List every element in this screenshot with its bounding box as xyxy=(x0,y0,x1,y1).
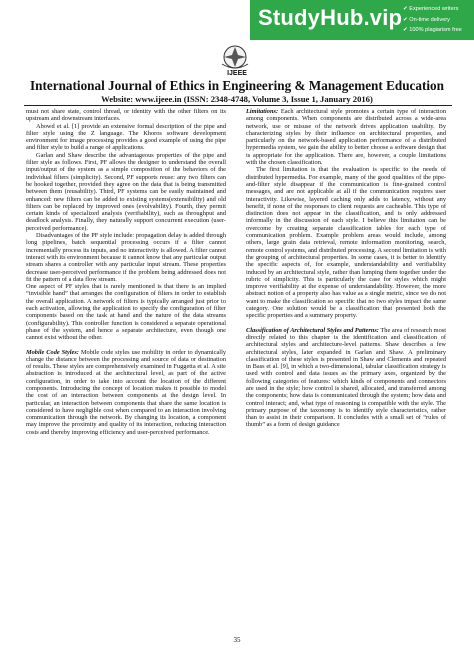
paragraph-text: The first limitation is that the evaluation is specific to the needs of distributed hypermedia. For example, many of the good qualities of the pipe-and-filter style disappear if the communication is fine-grained control messages, and are not applicable at all if the communication requires user interactivity. Likewise, layered caching only adds to latency, without any benefit, if none of the responses to client requests are cacheable. This type of distinction does not appear in the classification, and is only addressed informally in the discussion of each style. I believe this limitation can be overcome by creating separate classification tables for each type of communication problem. Example problem areas would include, among others, large grain data retrieval, remote information monitoring, search, remote control systems, and distributed processing. A second limitation is with the grouping of architectural properties. In some cases, it is better to identify the specific aspects of, for example, understandability and verifiability induced by an architectural style, rather than lumping them together under the rubric of simplicity. This is particularly the case for styles which might improve verifiability at the expense of understandability. However, the more abstract notion of a property also has value as a single metric, since we do not want to make the classification so specific that no two styles impact the same category. One solution would be a classification that presented both the specific properties and a summary property. xyxy=(246,166,446,320)
paragraph xyxy=(26,232,226,283)
section-lead: Mobile Code Styles: xyxy=(26,348,79,356)
banner-feature: ✔ Experienced writers xyxy=(403,6,459,12)
paragraph xyxy=(26,108,226,123)
journal-emblem-icon xyxy=(218,42,252,72)
paragraph xyxy=(246,166,446,319)
header-rule xyxy=(24,105,452,106)
banner-feature: ✔ On-time delivery xyxy=(403,16,450,23)
paragraph-text: Garlan and Shaw describe the advantageous properties of the pipe and filter style as follows. First, PF allows the designer to understand the overall input/output of the system as a simple composition of the behaviors of the individual filters (simplicity). Second, PF supports reuse: any two filters can be hooked together, provided they agree on the data that is being transmitted between them (reusability). Third, PF systems can be easily maintained and enhanced: new filters can be added to existing systems(extensibility) and old filters can be replaced by improved ones (evolvability). Fourth, they permit certain kinds of specialized analysis (verifiability), such as throughput and deadlock analysis. Finally, they naturally support concurrent execution (user-perceived performance). xyxy=(26,151,226,232)
banner-logo[interactable]: StudyHub.vip xyxy=(258,5,403,30)
section-lead: Limitations: xyxy=(246,108,279,115)
page-number: 35 xyxy=(233,636,241,644)
paragraph xyxy=(26,152,226,232)
paragraph-text: Abowd et al. [1] provide an extensive formal description of the pipe and filter style using the Z language. The Khoros software development environment for image processing provides a good example of using the pipe and filter style to build a range of applications. xyxy=(26,122,226,152)
studyhub-banner[interactable] xyxy=(250,0,474,40)
section-lead: Classification of Architectural Styles and Patterns: xyxy=(246,326,379,334)
paragraph xyxy=(246,108,446,166)
paragraph-text: The area of research most directly related to this chapter is the identification and classification of architectural styles and architecture-level patterns. Shaw describes a few architectural styles, later expanded in Garlan and Shaw. A preliminary classification of these styles is presented in Shaw and Clements and repeated in Bass et al. [9], in which a two-dimensional, tabular classification strategy is used with control and data issues as the primary axes, organized by the following categories of features: which kinds of components and connectors are used in the style; how control is shared, allocated, and transferred among the components; how data is communicated through the system; how data and control interact; and, what type of reasoning is compatible with the style. The primary purpose of the taxonomy is to identify style characteristics, rather than to assist in their comparison. It concludes with a small set of “rules of thumb” as a form of design guidance xyxy=(246,326,446,429)
paragraph-text: Mobile code styles use mobility in order to dynamically change the distance between the processing and source of data or destination of results. These styles are comprehensively examined in Fuggetta et al. A site abstraction is introduced at the architectural level, as part of the active configuration, in order to take into account the location of the different components. Introducing the concept of location makes it possible to model the cost of an interaction between components at the design level. In particular, an interaction between components that share the same location is considered to have negligible cost when compared to an interaction involving communication through the network. By changing its location, a component may improve the proximity and quality of its interaction, reducing interaction costs and thereby improving efficiency and user-perceived performance. xyxy=(26,348,227,436)
emblem-label: IJEEE xyxy=(227,70,247,77)
right-column xyxy=(246,108,446,429)
paragraph xyxy=(26,283,226,341)
paragraph-text: Each architectural style promotes a certain type of interaction among components. When components are distributed across a wide-area network, use or misuse of the network drives application usability. By characterizing styles by their influence on architectural properties, and particularly on the network-based application performance of a distributed hypermedia system, we gain the ability to better choose a software design that is appropriate for the application. There are, however, a couple limitations with the chosen classification. xyxy=(246,108,446,167)
banner-feature: ✔ 100% plagiarism free xyxy=(403,27,462,33)
paragraph-text: One aspect of PF styles that is rarely mentioned is that there is an implied “invisible hand” that arranges the configuration of filters in order to establish the overall application. A network of filters is typically arranged just prior to each activation, allowing the application to specify the configuration of filter components based on the task at hand and the nature of the data streams (configurability). This controller function is considered a separate operational phase of the system, and hence a separate architecture, even though one cannot exist without the other. xyxy=(26,283,226,342)
left-column xyxy=(26,108,226,436)
paragraph-text: Disadvantages of the PF style include: propagation delay is added through long pipelines, batch sequential processing occurs if a filter cannot incrementally process its inputs, and no interactivity is allowed. A filter cannot interact with its environment because it cannot know that any particular output stream shares a controller with any particular input stream. These properties decrease user-perceived performance if the problem being addressed does not fit the pattern of a data flow stream. xyxy=(26,232,226,283)
journal-title: International Journal of Ethics in Engineering & Management Education xyxy=(30,78,444,93)
paragraph xyxy=(26,349,226,437)
paragraph-text: must not share state, control thread, or identity with the other filters on its upstream and downstream interfaces. xyxy=(26,108,226,123)
banner-features xyxy=(403,4,473,36)
paragraph xyxy=(26,123,226,152)
paragraph xyxy=(246,327,446,429)
journal-subtitle: Website: www.ijeee.in (ISSN: 2348-4748, Volume 3, Issue 1, January 2016) xyxy=(101,94,373,104)
